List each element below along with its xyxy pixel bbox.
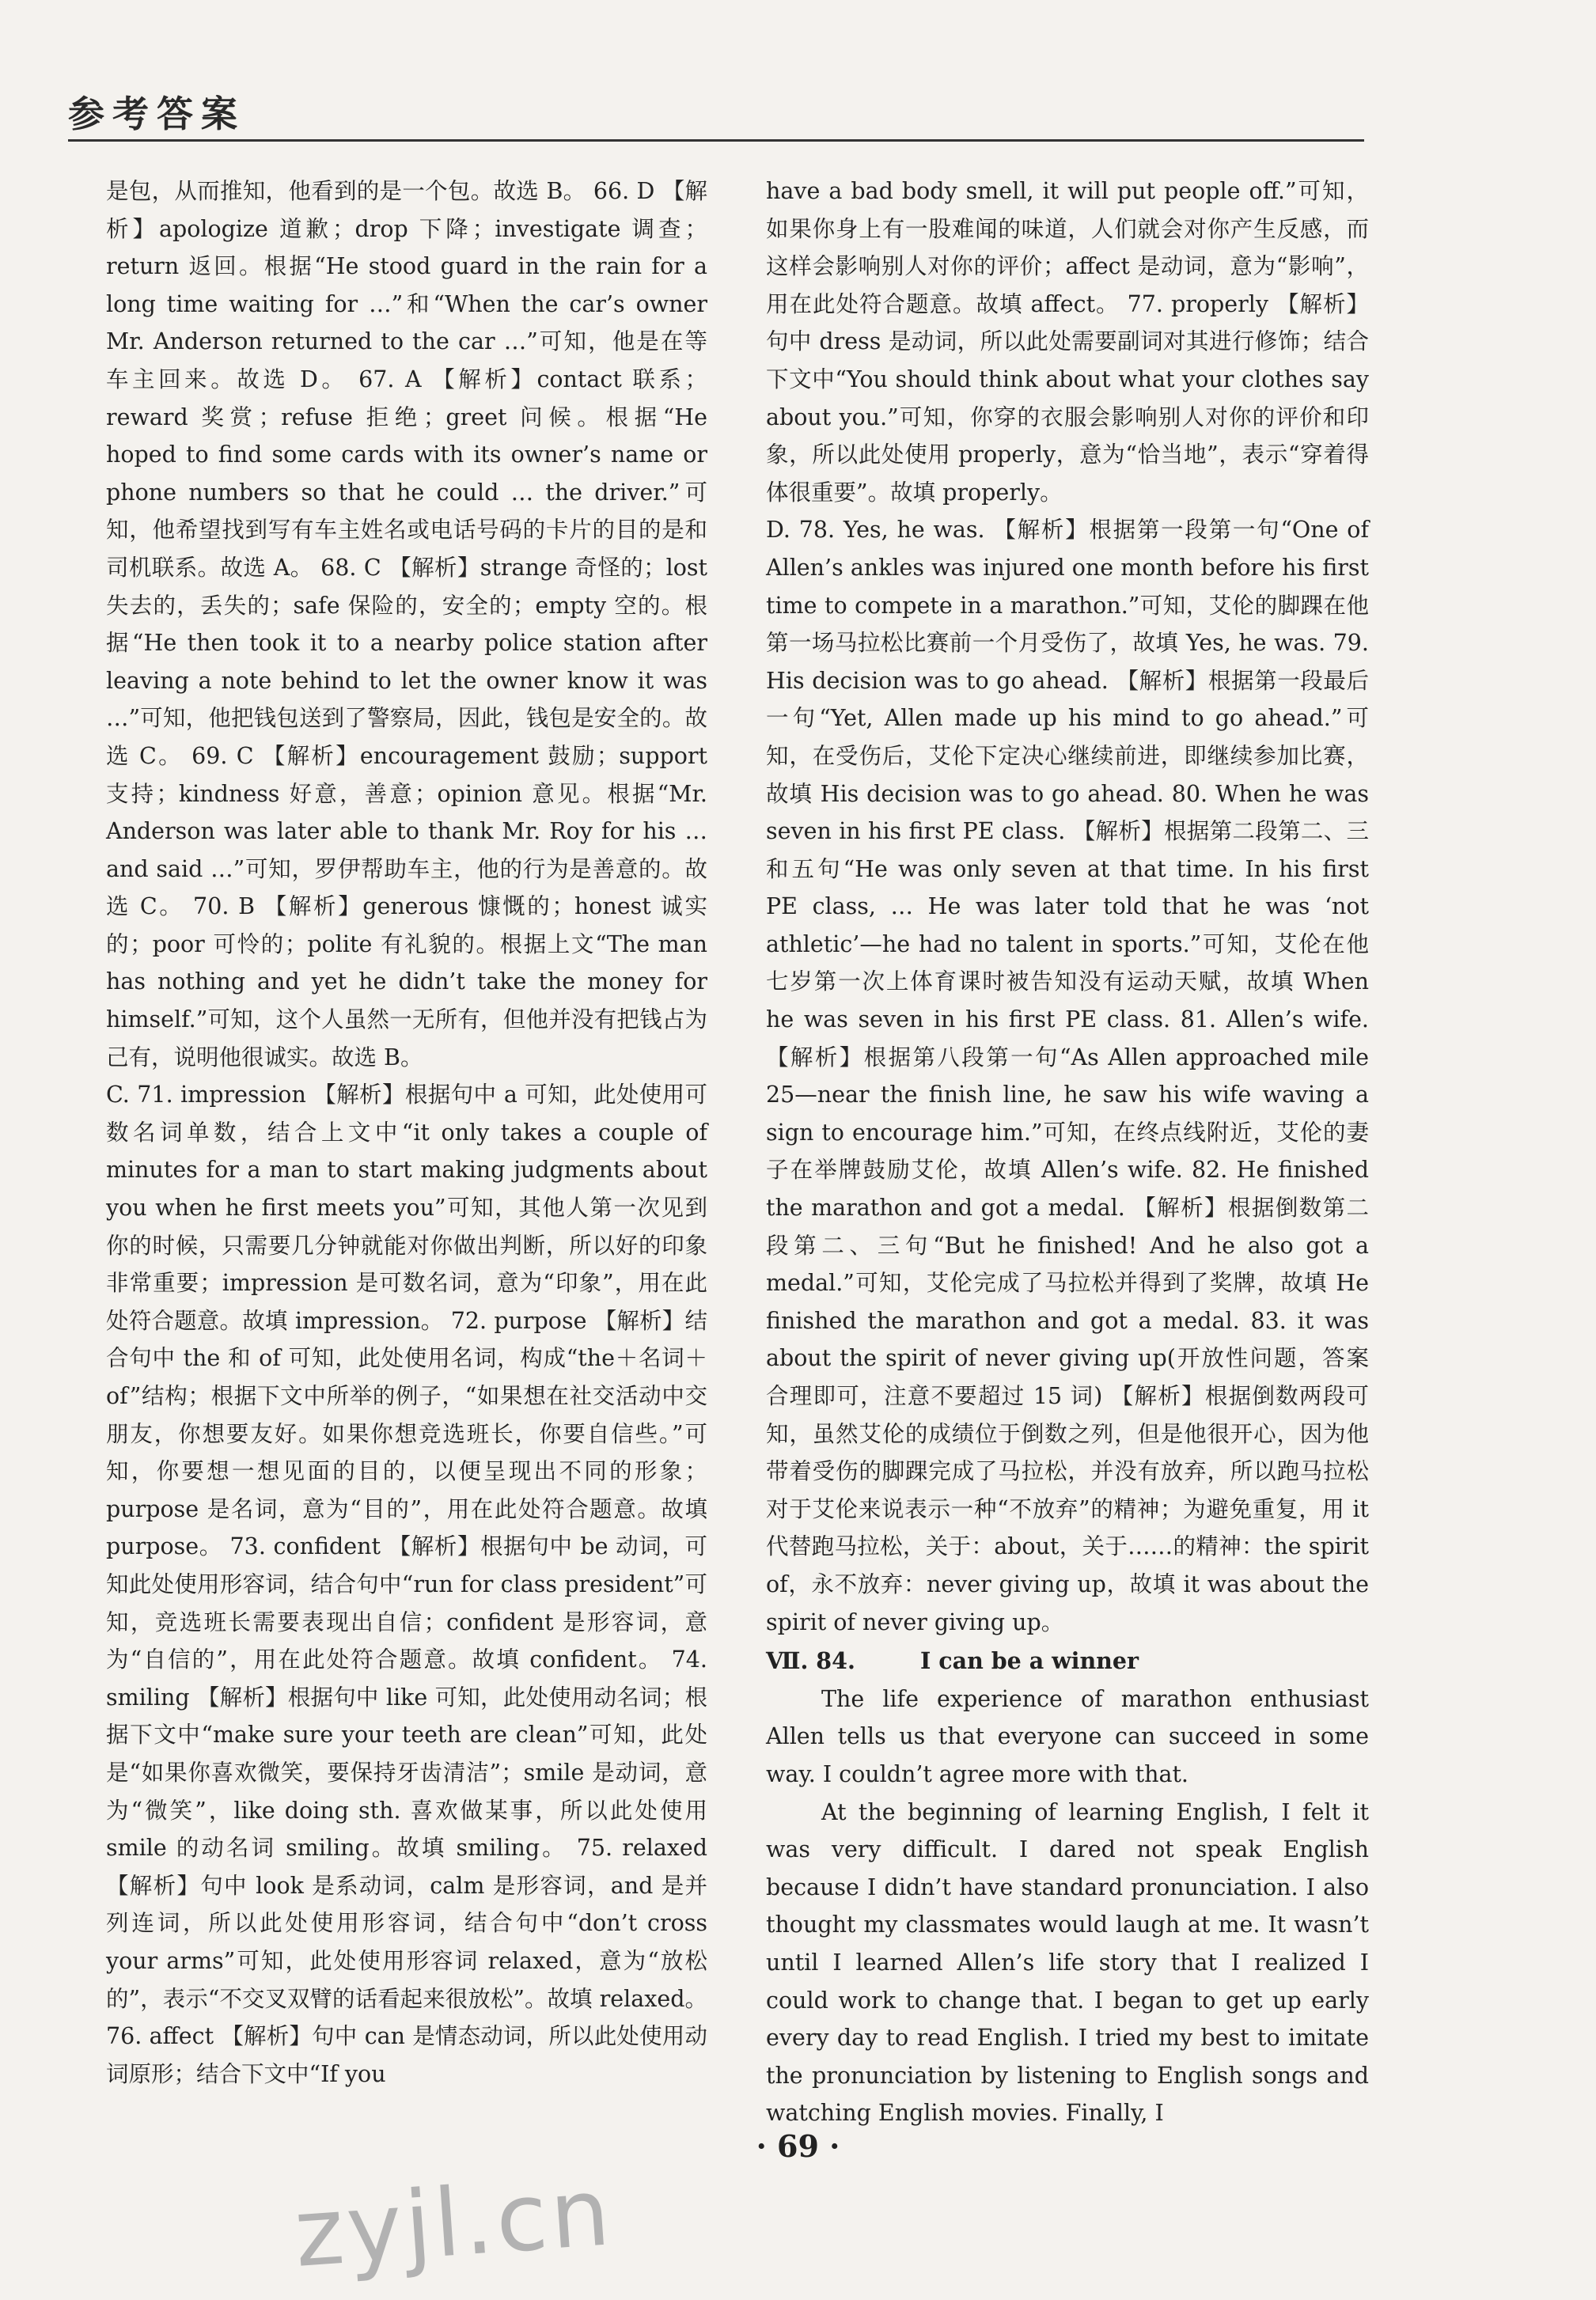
answer-block-b: 是包，从而推知，他看到的是一个包。故选 B。 66. D 【解析】apologize 道歉；drop 下降；investigate 调查；return 返回。根据“He stood guard in the rain for a long time waiting for …”和“When the car’s owner Mr. Anderson returned to the car …”可知，他是在等车主回来。故选 D。 67. A 【解析】contact 联系；reward 奖赏；refuse 拒绝；greet 问候。根据“He hoped to find some cards with its owner’s name or phone numbers so that he could … the driver.”可知，他希望找到写有车主姓名或电话号码的卡片的目的是和司机联系。故选 A。 68. C 【解析】strange 奇怪的；lost 失去的，丢失的；safe 保险的，安全的；empty 空的。根据“He then took it to a nearby police station after leaving a note behind to let the owner know it was …”可知，他把钱包送到了警察局，因此，钱包是安全的。故选 C。 69. C 【解析】encouragement 鼓励；support 支持；kindness 好意，善意；opinion 意见。根据“Mr. Anderson was later able to thank Mr. Roy for his … and said …”可知，罗伊帮助车主，他的行为是善意的。故选 C。 70. B 【解析】generous 慷慨的；honest 诚实的；poor 可怜的；polite 有礼貌的。根据上文“The man has nothing and yet he didn’t take the money for himself.”可知，这个人虽然一无所有，但他并没有把钱占为己有，说明他很诚实。故选 B。 [106,178,707,1070]
essay-paragraph: At the beginning of learning English, I felt it was very difficult. I dared not speak English because I didn’t have standard pronunciation. I also thought my classmates would laugh at me. It wasn’t until I learned Allen’s life story that I realized I could work to change that. I began to get up early every day to read English. I tried my best to imitate the pronunciation by listening to English songs and watching English movies. Finally, I [766,1798,1369,2127]
essay-title: I can be a winner [920,1647,1139,1675]
page-number: · 69 · [756,2128,840,2164]
watermark-logo: zyjl.cn [290,2157,616,2288]
essay-paragraph: The life experience of marathon enthusiast Allen tells us that everyone can succeed in some way. I couldn’t agree more with that. [766,1685,1369,1787]
page-header-title: 参考答案 [68,93,245,135]
answer-block-d: D. 78. Yes, he was. 【解析】根据第一段第一句“One of Allen’s ankles was injured one month before his first time to compete in a marathon.”可知，艾伦的脚踝在他第一场马拉松比赛前一个月受伤了，故填 Yes, he was. 79. His decision was to go ahead. 【解析】根据第一段最后一句“Yet, Allen made up his mind to go ahead.”可知，在受伤后，艾伦下定决心继续前进，即继续参加比赛，故填 His decision was to go ahead. 80. When he was seven in his first PE class. 【解析】根据第二段第二、三和五句“He was only seven at that time. In his first PE class, … He was later told that he was ‘not athletic’—he had no talent in sports.”可知，艾伦在他七岁第一次上体育课时被告知没有运动天赋，故填 When he was seven in his first PE class. 81. Allen’s wife. 【解析】根据第八段第一句“As Allen approached mile 25—near the finish line, he saw his wife waving a sign to encourage him.”可知，在终点线附近，艾伦的妻子在举牌鼓励艾伦，故填 Allen’s wife. 82. He finished the marathon and got a medal. 【解析】根据倒数第二段第二、三句“But he finished! And he also got a medal.”可知，艾伦完成了马拉松并得到了奖牌，故填 He finished the marathon and got a medal. 83. it was about the spirit of never giving up(开放性问题，答案合理即可，注意不要超过 15 词) 【解析】根据倒数两段可知，虽然艾伦的成绩位于倒数之列，但是他很开心，因为他带着受伤的脚踝完成了马拉松，并没有放弃，所以跑马拉松对于艾伦来说表示一种“不放弃”的精神；为避免重复，用 it 代替跑马拉松，关于：about，关于……的精神：the spirit of，永不放弃：never giving up，故填 it was about the spirit of never giving up。 [766,517,1369,1635]
essay-body [766,1680,1369,2132]
essay-heading [766,1643,1369,1680]
right-column [766,172,1369,2132]
left-column [106,172,707,2093]
header-divider [68,139,1364,142]
essay-number: Ⅶ. 84. [766,1647,855,1675]
answer-block-c: C. 71. impression 【解析】根据句中 a 可知，此处使用可数名词单数，结合上文中“it only takes a couple of minutes for a man to start making judgments about you when he first meets you”可知，其他人第一次见到你的时候，只需要几分钟就能对你做出判断，所以好的印象非常重要；impression 是可数名词，意为“印象”，用在此处符合题意。故填 impression。 72. purpose 【解析】结合句中 the 和 of 可知，此处使用名词，构成“the＋名词＋of”结构；根据下文中所举的例子，“如果想在社交活动中交朋友，你想要友好。如果你想竞选班长，你要自信些。”可知，你要想一想见面的目的，以便呈现出不同的形象；purpose 是名词，意为“目的”，用在此处符合题意。故填 purpose。 73. confident 【解析】根据句中 be 动词，可知此处使用形容词，结合句中“run for class president”可知，竞选班长需要表现出自信；confident 是形容词，意为“自信的”，用在此处符合题意。故填 confident。 74. smiling 【解析】根据句中 like 可知，此处使用动名词；根据下文中“make sure your teeth are clean”可知，此处是“如果你喜欢微笑，要保持牙齿清洁”；smile 是动词，意为“微笑”，like doing sth. 喜欢做某事，所以此处使用 smile 的动名词 smiling。故填 smiling。 75. relaxed 【解析】句中 look 是系动词，calm 是形容词，and 是并列连词，所以此处使用形容词，结合句中“don’t cross your arms”可知，此处使用形容词 relaxed，意为“放松的”，表示“不交叉双臂的话看起来很放松”。故填 relaxed。 76. affect 【解析】句中 can 是情态动词，所以此处使用动词原形；结合下文中“If you [106,1082,707,2087]
answer-block-c-continued: have a bad body smell, it will put people off.”可知，如果你身上有一股难闻的味道，人们就会对你产生反感，而这样会影响别人对你的评价；affect 是动词，意为“影响”，用在此处符合题意。故填 affect。 77. properly 【解析】句中 dress 是动词，所以此处需要副词对其进行修饰；结合下文中“You should think about what your clothes say about you.”可知，你穿的衣服会影响别人对你的评价和印象，所以此处使用 properly，意为“恰当地”，表示“穿着得体很重要”。故填 properly。 [766,178,1369,506]
